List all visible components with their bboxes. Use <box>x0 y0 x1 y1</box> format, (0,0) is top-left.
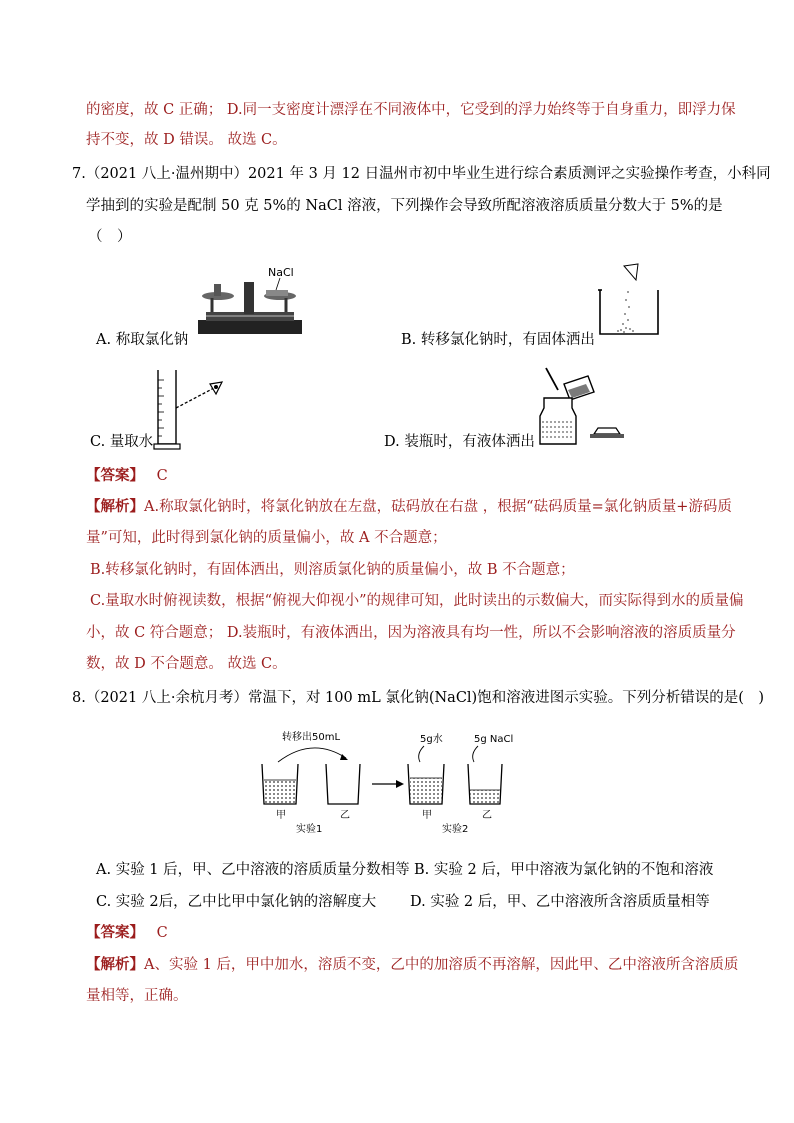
nacl-added-label: 5g NaCl <box>474 734 514 745</box>
nacl-label: NaCl <box>268 266 294 279</box>
q8-answer-value: C <box>156 925 168 941</box>
q7-answer-tag: 【答案】 <box>86 467 144 484</box>
q7-option-b: B. 转移氯化钠时，有固体洒出 <box>401 332 595 348</box>
q7-option-a: A. 称取氯化钠 <box>96 332 189 348</box>
prev-answer-line-1: 的密度，故 C 正确； D.同一支密度计漂浮在不同液体中，它受到的浮力始终等于自身重力，即浮力保 <box>86 102 736 118</box>
water-label: 5g水 <box>420 734 443 745</box>
q7-analysis-line-3: B.转移氯化钠时，有固体洒出，则溶质氯化钠的质量偏小，故 B 不合题意； <box>90 562 575 578</box>
q7-answer-line <box>86 466 168 486</box>
q8-answer-line <box>86 923 168 943</box>
q7-analysis-line-4: C.量取水时俯视读数，根据“俯视大仰视小”的规律可知，此时读出的示数偏大，而实际得到水的质量偏 <box>90 593 744 609</box>
transfer-label: 转移出50mL <box>282 732 341 743</box>
label-jia-1: 甲 <box>276 810 286 821</box>
q8-option-a: A. 实验 1 后，甲、乙中溶液的溶质质量分数相等 <box>96 862 410 878</box>
label-jia-2: 甲 <box>422 810 432 821</box>
q7-analysis-line-6: 数，故 D 不合题意。 故选 C。 <box>86 656 287 672</box>
q7-analysis-text-1: A.称取氯化钠时，将氯化钠放在左盘，砝码放在右盘 ，根据“砝码质量=氯化钠质量+游码质 <box>144 499 732 515</box>
q7-option-d: D. 装瓶时，有液体洒出 <box>384 434 535 450</box>
q8-analysis-line-2: 量相等，正确。 <box>86 988 188 1004</box>
q7-analysis-line-1 <box>86 497 732 517</box>
q7-stem-line-1: 7.（2021 八上·温州期中）2021 年 3 月 12 日温州市初中毕业生进行综合素质测评之实验操作考查，小科同 <box>72 166 771 182</box>
figure-experiment <box>256 728 526 840</box>
q8-analysis-line-1 <box>86 955 738 975</box>
q8-answer-tag: 【答案】 <box>86 924 144 941</box>
q7-option-c: C. 量取水 <box>90 434 154 450</box>
q8-analysis-text-1: A、实验 1 后，甲中加水，溶质不变，乙中的加溶质不再溶解，因此甲、乙中溶液所含溶质质 <box>144 957 739 973</box>
q8-option-d: D. 实验 2 后，甲、乙中溶液所含溶质质量相等 <box>410 894 710 910</box>
q7-analysis-line-2: 量”可知，此时得到氯化钠的质量偏小，故 A 不合题意； <box>86 530 447 546</box>
q7-analysis-tag: 【解析】 <box>86 498 144 515</box>
prev-answer-line-2: 持不变，故 D 错误。 故选 C。 <box>86 132 287 148</box>
q8-option-b: B. 实验 2 后，甲中溶液为氯化钠的不饱和溶液 <box>414 862 714 878</box>
label-yi-1: 乙 <box>340 810 350 821</box>
figure-reagent-bottle <box>534 364 646 450</box>
figure-balance <box>196 262 306 340</box>
label-exp2: 实验2 <box>442 824 469 835</box>
q8-stem: 8.（2021 八上·余杭月考）常温下，对 100 mL 氯化钠(NaCl)饱和溶液进图示实验。下列分析错误的是( ) <box>72 690 765 706</box>
q7-stem-line-2: 学抽到的实验是配制 50 克 5%的 NaCl 溶液，下列操作会导致所配溶液溶质质量分数大于 5%的是 <box>86 198 723 214</box>
label-yi-2: 乙 <box>482 810 492 821</box>
q8-analysis-tag: 【解析】 <box>86 956 144 973</box>
figure-beaker-pouring <box>596 262 666 340</box>
label-exp1: 实验1 <box>296 824 323 835</box>
q7-answer-paren: （ ） <box>88 229 132 245</box>
q7-answer-value: C <box>156 468 168 484</box>
q7-analysis-line-5: 小，故 C 符合题意； D.装瓶时，有液体洒出，因为溶液具有均一性，所以不会影响溶液的溶质质量分 <box>86 625 736 641</box>
figure-graduated-cylinder <box>150 366 230 452</box>
q8-option-c: C. 实验 2后，乙中比甲中氯化钠的溶解度大 <box>96 894 377 910</box>
